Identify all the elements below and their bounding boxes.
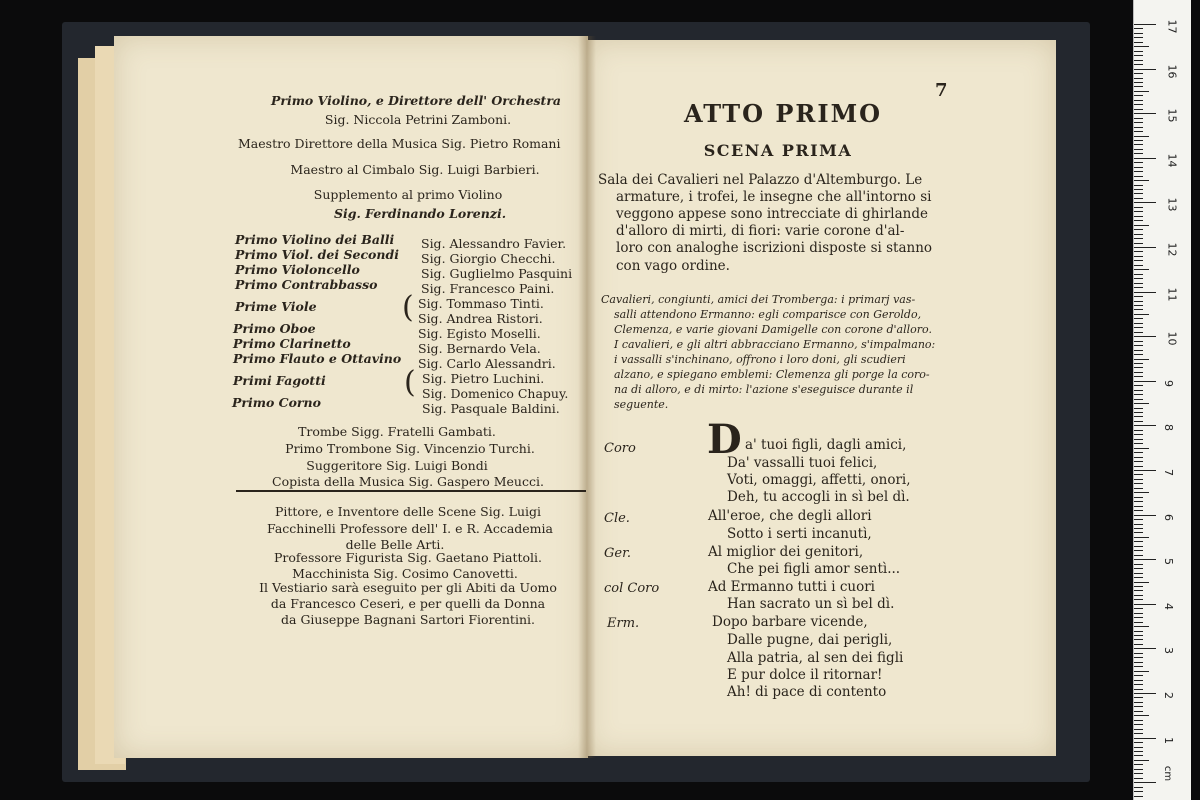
- musician-name: Sig. Pietro Luchini.: [422, 371, 545, 386]
- act-title: ATTO PRIMO: [683, 99, 883, 128]
- ruler-tick: [1134, 474, 1143, 475]
- ruler-tick: [1134, 479, 1143, 480]
- musician-name: Sig. Guglielmo Pasquini: [421, 266, 573, 281]
- verse-line: Dalle pugne, dai perigli,: [727, 632, 893, 648]
- ruler-tick: [1134, 269, 1149, 270]
- orchestra-role: Primo Viol. dei Secondi: [235, 247, 399, 262]
- ruler-tick: [1134, 657, 1143, 658]
- ruler-number: 15: [1165, 108, 1179, 123]
- musician-name: Sig. Egisto Moselli.: [418, 326, 541, 341]
- ruler-tick: [1134, 118, 1143, 119]
- header-line: Maestro al Cimbalo Sig. Luigi Barbieri.: [290, 162, 540, 177]
- ruler-number: 2: [1162, 692, 1175, 699]
- ruler-tick: [1134, 755, 1143, 756]
- ruler-tick: [1134, 724, 1143, 725]
- ruler-tick: [1134, 541, 1143, 542]
- ruler-tick: [1134, 715, 1149, 716]
- ruler-number: 6: [1162, 513, 1175, 521]
- ruler-tick: [1134, 461, 1143, 462]
- staff-line: Trombe Sigg. Fratelli Gambati.: [298, 424, 496, 439]
- header-line: Maestro Direttore della Musica Sig. Pietro Romani: [238, 136, 561, 151]
- ruler-tick: [1134, 604, 1156, 605]
- ruler-tick: [1134, 546, 1143, 547]
- header-line: Sig. Ferdinando Lorenzi.: [333, 206, 507, 221]
- book-gutter: [578, 36, 596, 758]
- ruler-tick: [1134, 550, 1143, 551]
- orchestra-role: Primo Corno: [232, 395, 321, 410]
- stage-direction: alzano, e spiegano emblemi: Clemenza gli porge la coro-: [614, 368, 930, 381]
- ruler-tick: [1134, 51, 1143, 52]
- verse-line: All'eroe, che degli allori: [708, 508, 872, 524]
- ruler-tick: [1134, 211, 1143, 212]
- ruler-tick: [1134, 617, 1143, 618]
- orchestra-role: Primo Violoncello: [235, 262, 360, 277]
- ruler-tick: [1134, 376, 1143, 377]
- brace-viole: (: [402, 290, 414, 325]
- ruler-tick: [1134, 399, 1143, 400]
- ruler-number: 4: [1162, 602, 1175, 610]
- musician-name: Sig. Domenico Chapuy.: [422, 386, 569, 401]
- ruler-tick: [1134, 622, 1143, 623]
- ruler-tick: [1134, 144, 1143, 145]
- ruler-tick: [1134, 497, 1143, 498]
- ruler-tick: [1134, 742, 1143, 743]
- verse-line: Voti, omaggi, affetti, onori,: [727, 472, 911, 488]
- verse-line: Dopo barbare vicende,: [712, 614, 868, 630]
- ruler-tick: [1134, 220, 1143, 221]
- ruler-tick: [1134, 653, 1143, 654]
- orchestra-role: Primo Oboe: [233, 321, 316, 336]
- orchestra-role: Primo Clarinetto: [233, 336, 351, 351]
- ruler-tick: [1134, 782, 1156, 783]
- ruler-number: 7: [1162, 469, 1175, 476]
- ruler-tick: [1134, 787, 1143, 788]
- verse-line: E pur dolce il ritornar!: [727, 667, 883, 683]
- ruler-tick: [1134, 332, 1143, 333]
- credits-line: Facchinelli Professore dell' I. e R. Accademia: [267, 521, 553, 536]
- ruler-tick: [1134, 78, 1143, 79]
- ruler-tick: [1134, 483, 1143, 484]
- ruler-tick: [1134, 359, 1149, 360]
- ruler-tick: [1134, 425, 1156, 426]
- verse-line: Deh, tu accogli in sì bel dì.: [727, 489, 910, 505]
- ruler-tick: [1134, 60, 1143, 61]
- ruler-tick: [1134, 153, 1143, 154]
- credits-line: Pittore, e Inventore delle Scene Sig. Luigi: [274, 504, 542, 519]
- ruler-tick: [1134, 599, 1143, 600]
- ruler-tick: [1134, 519, 1143, 520]
- ruler-tick: [1134, 537, 1149, 538]
- ruler-tick: [1134, 216, 1143, 217]
- ruler-tick: [1134, 314, 1149, 315]
- ruler-tick: [1134, 149, 1143, 150]
- ruler-tick: [1134, 229, 1143, 230]
- ruler-tick: [1134, 109, 1143, 110]
- ruler-tick: [1134, 720, 1143, 721]
- verse-line: Ah! di pace di contento: [727, 684, 887, 700]
- ruler-tick: [1134, 666, 1143, 667]
- ruler-tick: [1134, 555, 1143, 556]
- ruler-tick: [1134, 769, 1143, 770]
- ruler-tick: [1134, 28, 1143, 29]
- ruler-tick: [1134, 86, 1143, 87]
- ruler-tick: [1134, 73, 1143, 74]
- ruler-tick: [1134, 234, 1143, 235]
- ruler-tick: [1134, 274, 1143, 275]
- ruler-tick: [1134, 764, 1143, 765]
- ruler-tick: [1134, 256, 1143, 257]
- ruler-tick: [1134, 287, 1143, 288]
- header-line: Primo Violino, e Direttore dell' Orchestra: [270, 93, 562, 108]
- orchestra-role: Primo Violino dei Balli: [235, 232, 395, 247]
- ruler-tick: [1134, 452, 1143, 453]
- ruler-tick: [1134, 706, 1143, 707]
- drop-cap: D: [707, 416, 742, 463]
- musician-name: Sig. Francesco Paini.: [421, 281, 555, 296]
- ruler-tick: [1134, 341, 1143, 342]
- ruler-tick: [1134, 265, 1143, 266]
- ruler-tick: [1134, 136, 1149, 137]
- ruler-tick: [1134, 193, 1143, 194]
- ruler-tick: [1134, 127, 1143, 128]
- header-line: Supplemento al primo Violino: [313, 187, 503, 202]
- orchestra-role: Primo Flauto e Ottavino: [233, 351, 402, 366]
- header-line: Sig. Niccola Petrini Zamboni.: [324, 112, 512, 127]
- ruler-tick: [1134, 301, 1143, 302]
- ruler-tick: [1134, 590, 1143, 591]
- ruler-tick: [1134, 202, 1156, 203]
- ruler-tick: [1134, 323, 1143, 324]
- ruler-tick: [1134, 582, 1149, 583]
- ruler-tick: [1134, 176, 1143, 177]
- ruler-tick: [1134, 185, 1143, 186]
- ruler-tick: [1134, 532, 1143, 533]
- ruler-tick: [1134, 626, 1149, 627]
- ruler-tick: [1134, 408, 1143, 409]
- ruler-tick: [1134, 37, 1143, 38]
- ruler-number: 14: [1165, 153, 1179, 168]
- ruler-tick: [1134, 457, 1143, 458]
- verse-line: Al miglior dei genitori,: [708, 544, 864, 560]
- ruler-tick: [1134, 292, 1156, 293]
- ruler-number: 17: [1165, 19, 1179, 34]
- ruler-tick: [1134, 751, 1143, 752]
- credits-line: Professore Figurista Sig. Gaetano Piattoli.: [274, 550, 542, 565]
- ruler-tick: [1134, 394, 1143, 395]
- ruler-number: 16: [1165, 64, 1179, 79]
- credits-line: delle Belle Arti.: [345, 537, 445, 552]
- ruler-tick: [1134, 238, 1143, 239]
- ruler-tick: [1134, 283, 1143, 284]
- ruler-tick: [1134, 648, 1156, 649]
- orchestra-role: Primi Fagotti: [233, 373, 326, 388]
- ruler-tick: [1134, 443, 1143, 444]
- verse-line: Ad Ermanno tutti i cuori: [708, 579, 875, 595]
- ruler-tick: [1134, 171, 1143, 172]
- setting-line: armature, i trofei, le insegne che all'intorno si: [616, 189, 932, 205]
- stage-direction: I cavalieri, e gli altri abbracciano Ermanno, s'impalmano:: [614, 338, 936, 351]
- credits-line: Il Vestiario sarà eseguito per gli Abiti da Uomo: [259, 580, 557, 595]
- stage-direction: Cavalieri, congiunti, amici dei Tromberga: i primarj vas-: [601, 293, 916, 306]
- ruler-tick: [1134, 702, 1143, 703]
- ruler-number: 12: [1165, 242, 1179, 257]
- ruler-tick: [1134, 251, 1143, 252]
- setting-line: Sala dei Cavalieri nel Palazzo d'Altemburgo. Le: [598, 172, 923, 188]
- ruler-tick: [1134, 608, 1143, 609]
- verse-line: Alla patria, al sen dei figli: [727, 650, 904, 666]
- ruler-tick: [1134, 684, 1143, 685]
- ruler-tick: [1134, 345, 1143, 346]
- ruler-tick: [1134, 104, 1143, 105]
- verse-line: Sotto i serti incanutì,: [727, 526, 872, 542]
- musician-name: Sig. Andrea Ristori.: [418, 311, 543, 326]
- ruler-tick: [1134, 260, 1143, 261]
- ruler-tick: [1134, 586, 1143, 587]
- ruler-tick: [1134, 577, 1143, 578]
- ruler-tick: [1134, 113, 1156, 114]
- ruler-tick: [1134, 501, 1143, 502]
- ruler-tick: [1134, 778, 1143, 779]
- ruler-tick: [1134, 506, 1143, 507]
- ruler-number: 13: [1165, 197, 1179, 212]
- ruler-tick: [1134, 528, 1143, 529]
- ruler-tick: [1134, 470, 1156, 471]
- ruler-tick: [1134, 711, 1143, 712]
- ruler-tick: [1134, 675, 1143, 676]
- ruler-tick: [1134, 693, 1156, 694]
- ruler-tick: [1134, 207, 1143, 208]
- ruler-tick: [1134, 644, 1143, 645]
- ruler-tick: [1134, 631, 1143, 632]
- ruler-tick: [1134, 733, 1143, 734]
- ruler-tick: [1134, 613, 1143, 614]
- ruler-tick: [1134, 403, 1149, 404]
- ruler-tick: [1134, 796, 1143, 797]
- ruler-tick: [1134, 390, 1143, 391]
- setting-line: con vago ordine.: [616, 258, 730, 274]
- ruler-tick: [1134, 573, 1143, 574]
- ruler-tick: [1134, 367, 1143, 368]
- section-rule: [236, 490, 586, 492]
- ruler-number: 10: [1165, 331, 1179, 346]
- ruler-tick: [1134, 662, 1143, 663]
- ruler-tick: [1134, 747, 1143, 748]
- musician-name: Sig. Bernardo Vela.: [418, 341, 541, 356]
- ruler-tick: [1134, 100, 1143, 101]
- verse-line: a' tuoi figli, dagli amici,: [745, 437, 907, 453]
- ruler-tick: [1134, 488, 1143, 489]
- ruler-tick: [1134, 559, 1156, 560]
- speaker: Erm.: [607, 616, 640, 631]
- ruler-tick: [1134, 448, 1149, 449]
- staff-line: Primo Trombone Sig. Vincenzio Turchi.: [285, 441, 535, 456]
- ruler-tick: [1134, 180, 1149, 181]
- credits-line: da Francesco Ceseri, e per quelli da Donna: [270, 596, 546, 611]
- ruler-tick: [1134, 639, 1143, 640]
- orchestra-role: Primo Contrabbasso: [235, 277, 378, 292]
- ruler-tick: [1134, 95, 1143, 96]
- ruler-tick: [1134, 318, 1143, 319]
- stage-direction: salli attendono Ermanno: egli comparisce con Geroldo,: [614, 308, 922, 321]
- ruler-tick: [1134, 167, 1143, 168]
- ruler-tick: [1134, 773, 1143, 774]
- ruler-tick: [1134, 689, 1143, 690]
- credits-line: da Giuseppe Bagnani Sartori Fiorentini.: [281, 612, 535, 627]
- stage-direction: i vassalli s'inchinano, offrono i loro doni, gli scudieri: [614, 353, 906, 366]
- orchestra-role: Prime Viole: [235, 299, 317, 314]
- page-number: 7: [935, 80, 948, 101]
- ruler-tick: [1134, 515, 1156, 516]
- scene-title: SCENA PRIMA: [703, 141, 853, 160]
- ruler-tick: [1134, 247, 1156, 248]
- ruler-tick: [1134, 568, 1143, 569]
- ruler-tick: [1134, 595, 1143, 596]
- ruler-number: 8: [1162, 424, 1175, 432]
- stage-direction: seguente.: [614, 398, 669, 411]
- speaker: Ger.: [604, 546, 631, 561]
- verse-line: Da' vassalli tuoi felici,: [727, 455, 878, 471]
- ruler-tick: [1134, 416, 1143, 417]
- staff-line: Copista della Musica Sig. Gaspero Meucci.: [272, 474, 544, 489]
- speaker: Coro: [604, 441, 636, 456]
- musician-name: Sig. Pasquale Baldini.: [422, 401, 560, 416]
- ruler-tick: [1134, 564, 1143, 565]
- ruler-tick: [1134, 466, 1143, 467]
- musician-name: Sig. Carlo Alessandri.: [418, 356, 556, 371]
- ruler-tick: [1134, 131, 1143, 132]
- ruler-tick: [1134, 46, 1149, 47]
- musician-name: Sig. Tommaso Tinti.: [418, 296, 544, 311]
- speaker: col Coro: [604, 581, 660, 596]
- ruler-tick: [1134, 198, 1143, 199]
- ruler-tick: [1134, 225, 1149, 226]
- speaker: Cle.: [604, 511, 630, 526]
- musician-name: Sig. Alessandro Favier.: [421, 236, 567, 251]
- ruler-tick: [1134, 336, 1156, 337]
- ruler-tick: [1134, 635, 1143, 636]
- ruler-tick: [1134, 69, 1156, 70]
- ruler-tick: [1134, 381, 1156, 382]
- ruler-tick: [1134, 385, 1143, 386]
- ruler-number: 11: [1165, 287, 1179, 302]
- ruler-tick: [1134, 24, 1156, 25]
- measuring-ruler: [1133, 0, 1191, 800]
- ruler-tick: [1134, 162, 1143, 163]
- ruler-tick: [1134, 91, 1149, 92]
- ruler-tick: [1134, 158, 1156, 159]
- ruler-tick: [1134, 412, 1143, 413]
- ruler-tick: [1134, 243, 1143, 244]
- ruler-number: 1: [1162, 736, 1175, 744]
- setting-line: d'alloro di mirti, di fiori: varie corone d'al-: [616, 223, 905, 239]
- ruler-tick: [1134, 439, 1143, 440]
- ruler-tick: [1134, 122, 1143, 123]
- ruler-tick: [1134, 492, 1149, 493]
- ruler-tick: [1134, 189, 1143, 190]
- ruler-tick: [1134, 309, 1143, 310]
- ruler-tick: [1134, 760, 1149, 761]
- ruler-tick: [1134, 421, 1143, 422]
- ruler-tick: [1134, 671, 1149, 672]
- brace-fagotti: (: [404, 365, 416, 400]
- ruler-tick: [1134, 278, 1143, 279]
- stage-direction: Clemenza, e varie giovani Damigelle con corone d'alloro.: [614, 323, 932, 336]
- ruler-tick: [1134, 510, 1143, 511]
- ruler-tick: [1134, 296, 1143, 297]
- ruler-tick: [1134, 697, 1143, 698]
- verse-line: Han sacrato un sì bel dì.: [727, 596, 895, 612]
- staff-line: Suggeritore Sig. Luigi Bondi: [306, 458, 488, 473]
- ruler-tick: [1134, 434, 1143, 435]
- ruler-tick: [1134, 524, 1143, 525]
- ruler-tick: [1134, 738, 1156, 739]
- ruler-tick: [1134, 680, 1143, 681]
- setting-line: loro con analoghe iscrizioni disposte si stanno: [616, 240, 933, 256]
- ruler-tick: [1134, 82, 1143, 83]
- ruler-tick: [1134, 791, 1143, 792]
- verse-line: Che pei figli amor sentì...: [727, 561, 901, 577]
- ruler-tick: [1134, 305, 1143, 306]
- credits-line: Macchinista Sig. Cosimo Canovetti.: [292, 566, 518, 581]
- ruler-tick: [1134, 42, 1143, 43]
- ruler-tick: [1134, 64, 1143, 65]
- ruler-tick: [1134, 372, 1143, 373]
- ruler-number: 9: [1162, 379, 1175, 387]
- ruler-tick: [1134, 430, 1143, 431]
- ruler-tick: [1134, 363, 1143, 364]
- musician-name: Sig. Giorgio Checchi.: [421, 251, 556, 266]
- setting-line: veggono appese sono intrecciate di ghirlande: [616, 206, 928, 222]
- ruler-number: 3: [1162, 647, 1175, 655]
- ruler-tick: [1134, 140, 1143, 141]
- ruler-tick: [1134, 350, 1143, 351]
- ruler-tick: [1134, 55, 1143, 56]
- ruler-number: 5: [1162, 558, 1175, 566]
- stage-direction: na di alloro, e di mirto: l'azione s'eseguisce durante il: [614, 383, 914, 396]
- ruler-unit: cm: [1162, 765, 1174, 782]
- ruler-tick: [1134, 33, 1143, 34]
- ruler-tick: [1134, 354, 1143, 355]
- ruler-tick: [1134, 729, 1143, 730]
- ruler-tick: [1134, 327, 1143, 328]
